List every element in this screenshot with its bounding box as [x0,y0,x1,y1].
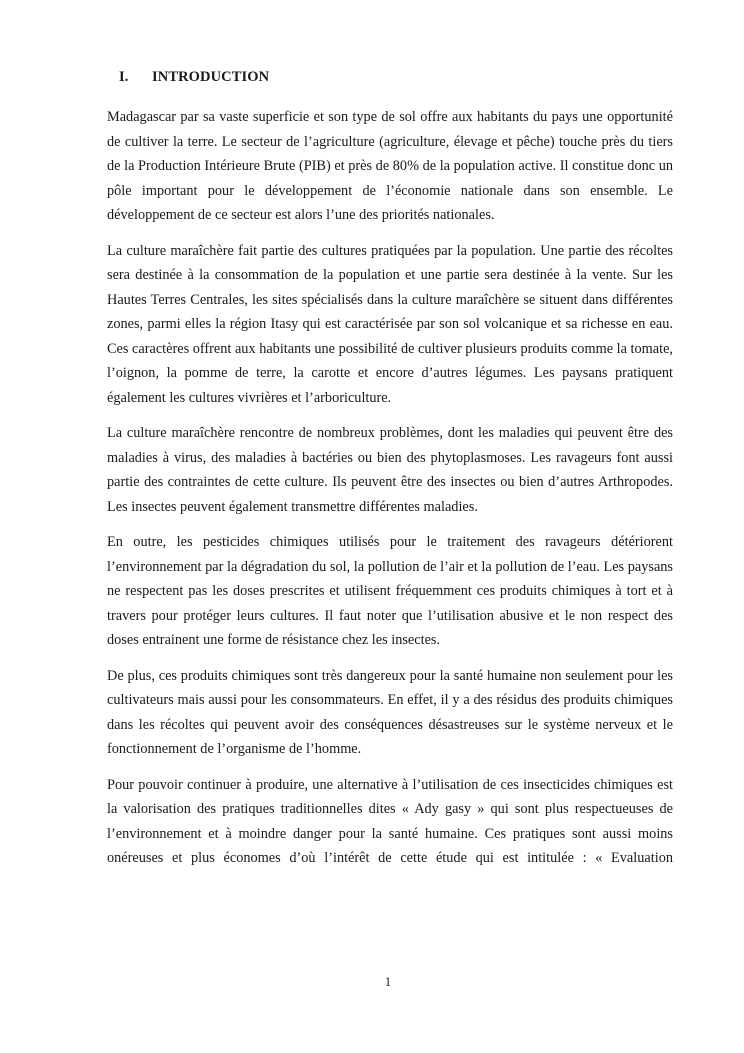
paragraph-2: La culture maraîchère fait partie des cultures pratiquées par la population. Une partie des récoltes sera destinée à la consommation de la population et une partie sera destinée à la vente. Sur les Hautes Terres Centrales, les sites spécialisés dans la culture maraîchère se situent dans différentes zones, parmi elles la région Itasy qui est caractérisée par son sol volcanique et sa richesse en eau. Ces caractères offrent aux habitants une possibilité de cultiver plusieurs produits comme la tomate, l’oignon, la pomme de terre, la carotte et encore d’autres légumes. Les paysans pratiquent également les cultures vivrières et l’arboriculture. [107,242,673,406]
section-number: I. [119,69,129,85]
paragraph-1: Madagascar par sa vaste superficie et son type de sol offre aux habitants du pays une opportunité de cultiver la terre. Le secteur de l’agriculture (agriculture, élevage et pêche) touche près du tiers de la Production Intérieure Brute (PIB) et près de 80% de la population active. Il constitue donc un pôle important pour le développement de l’économie nationale dans son ensemble. Le développement de ce secteur est alors l’une des priorités nationales. [107,109,673,223]
section-heading [119,69,269,86]
body-text [107,105,673,882]
paragraph-6: Pour pouvoir continuer à produire, une alternative à l’utilisation de ces insecticides chimiques est la valorisation des pratiques traditionnelles dites « Ady gasy » qui sont plus respectueuses de l’environnement et à moindre danger pour la santé humaine. Ces pratiques sont aussi moins onéreuses et plus économes d’où l’intérêt de cette étude qui est intitulée : « Evaluation [107,776,673,866]
section-title: INTRODUCTION [152,69,270,85]
paragraph-4: En outre, les pesticides chimiques utilisés pour le traitement des ravageurs détériorent l’environnement par la dégradation du sol, la pollution de l’air et la pollution de l’eau. Les paysans ne respectent pas les doses prescrites et utilisent fréquemment ces produits chimiques à tort et à travers pour protéger leurs cultures. Il faut noter que l’utilisation abusive et le non respect des doses entrainent une forme de résistance chez les insectes. [107,534,673,648]
paragraph-3: La culture maraîchère rencontre de nombreux problèmes, dont les maladies qui peuvent être des maladies à virus, des maladies à bactéries ou bien des phytoplasmoses. Les ravageurs font aussi partie des contraintes de cette culture. Ils peuvent être des insectes ou bien d’autres Arthropodes. Les insectes peuvent également transmettre différentes maladies. [107,425,673,515]
paragraph-5: De plus, ces produits chimiques sont très dangereux pour la santé humaine non seulement pour les cultivateurs mais aussi pour les consommateurs. En effet, il y a des résidus des produits chimiques dans les récoltes qui peuvent avoir des conséquences désastreuses sur le système nerveux et le fonctionnement de l’organisme de l’homme. [107,667,673,757]
page-number: 1 [384,975,392,989]
